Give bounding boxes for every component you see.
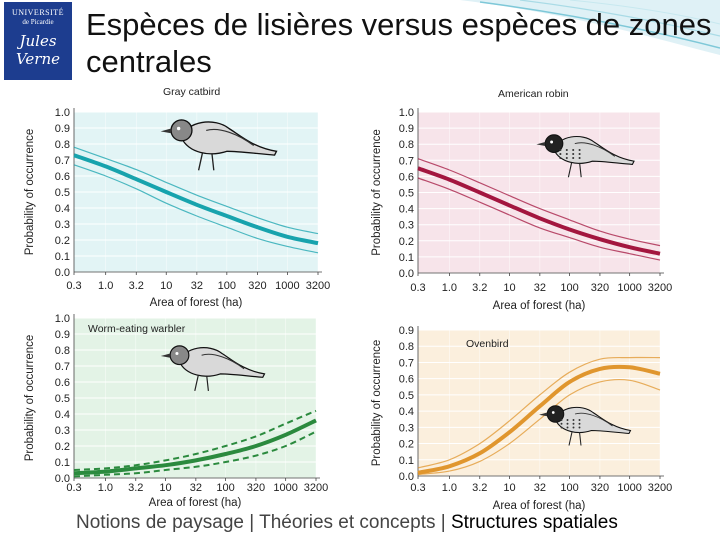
bird-spot (573, 419, 575, 421)
bird-spot (572, 153, 574, 155)
bird-spot (579, 153, 581, 155)
x-tick-label: 10 (160, 280, 173, 292)
bird-eye (552, 411, 555, 414)
bird-eye (177, 127, 180, 130)
y-axis-label: Probability of occurrence (24, 334, 36, 462)
x-tick-label: 1000 (275, 280, 300, 292)
y-tick-label: 0.0 (54, 267, 70, 279)
x-tick-label: 0.3 (410, 282, 426, 294)
x-tick-label: 0.3 (66, 280, 82, 292)
chart-panel (24, 313, 328, 509)
x-tick-label: 1.0 (441, 282, 458, 294)
y-tick-label: 0.9 (54, 123, 70, 135)
logo-line-2: de Picardie (22, 18, 54, 26)
y-tick-label: 0.6 (54, 171, 70, 183)
y-tick-label: 0.8 (54, 345, 70, 357)
y-tick-label: 0.8 (54, 139, 70, 151)
y-tick-label: 0.4 (54, 409, 70, 421)
y-tick-label: 0.3 (398, 219, 414, 232)
chart-title: Ovenbird (466, 338, 509, 350)
x-tick-label: 1000 (273, 482, 298, 494)
chart-panel (24, 86, 330, 309)
y-tick-label: 1.0 (54, 107, 70, 119)
x-tick-label: 3.2 (472, 482, 488, 494)
x-tick-label: 1.0 (98, 280, 114, 292)
bird-spot (559, 149, 561, 151)
chart-title: Worm-eating warbler (88, 323, 186, 335)
bird-spot (579, 423, 581, 425)
bird-spot (573, 423, 575, 425)
x-tick-label: 100 (560, 482, 579, 494)
y-axis-label: Probability of occurrence (24, 128, 36, 256)
x-axis-label: Area of forest (ha) (492, 500, 586, 512)
y-tick-label: 0.8 (398, 139, 414, 152)
bird-spot (579, 157, 581, 159)
bird-spot (566, 149, 568, 151)
bird-head (171, 120, 192, 141)
x-tick-label: 100 (216, 482, 235, 494)
y-tick-label: 0.4 (398, 406, 414, 419)
chart-title: Gray catbird (163, 86, 221, 98)
bird-spot (579, 419, 581, 421)
y-tick-label: 0.7 (398, 155, 414, 168)
x-tick-label: 320 (246, 482, 266, 494)
footer (76, 512, 618, 534)
footer-highlight: Structures spatiales (450, 512, 618, 533)
y-tick-label: 0.6 (398, 373, 414, 386)
chart-panel (371, 88, 672, 312)
y-tick-label: 0.9 (54, 329, 70, 341)
x-tick-label: 3.2 (472, 282, 488, 294)
y-tick-label: 0.0 (54, 473, 70, 485)
x-tick-label: 32 (533, 282, 546, 294)
x-tick-label: 100 (560, 282, 579, 294)
y-tick-label: 0.7 (398, 357, 414, 370)
x-tick-label: 10 (503, 482, 516, 494)
y-tick-label: 0.4 (54, 203, 70, 215)
y-tick-label: 0.5 (398, 389, 414, 402)
y-tick-label: 0.5 (54, 187, 70, 199)
y-tick-label: 0.2 (54, 235, 70, 247)
y-tick-label: 0.6 (398, 171, 414, 184)
y-tick-label: 0.3 (54, 425, 70, 437)
x-tick-label: 10 (503, 282, 516, 294)
y-axis-label: Probability of occurrence (371, 129, 383, 256)
chart-title: American robin (498, 88, 569, 100)
bird-spot (579, 149, 581, 151)
x-tick-label: 100 (217, 280, 237, 292)
x-tick-label: 320 (590, 482, 610, 494)
y-axis-label: Probability of occurrence (371, 339, 383, 467)
y-tick-label: 0.2 (54, 441, 70, 453)
x-tick-label: 0.3 (410, 482, 426, 494)
y-tick-label: 0.9 (398, 123, 414, 136)
x-tick-label: 32 (190, 280, 203, 292)
x-tick-label: 1000 (617, 482, 642, 494)
bird-spot (567, 419, 569, 421)
bird-spot (561, 427, 563, 429)
y-tick-label: 1.0 (398, 107, 414, 119)
y-tick-label: 0.8 (398, 341, 414, 354)
x-tick-label: 32 (533, 482, 546, 494)
plot-area (418, 330, 660, 476)
bird-spot (572, 157, 574, 159)
x-tick-label: 3200 (305, 280, 331, 292)
bird-spot (559, 157, 561, 159)
x-tick-label: 3.2 (128, 482, 144, 494)
bird-spot (573, 427, 575, 429)
bird-eye (550, 141, 553, 144)
bird-eye (175, 352, 178, 355)
x-tick-label: 3200 (647, 482, 673, 494)
bird-spot (561, 423, 563, 425)
bird-spot (567, 423, 569, 425)
y-tick-label: 0.4 (398, 203, 414, 216)
x-tick-label: 32 (189, 482, 202, 494)
x-tick-label: 1.0 (97, 482, 114, 494)
y-tick-label: 0.3 (398, 422, 414, 435)
x-tick-label: 1.0 (441, 482, 458, 494)
y-tick-label: 0.2 (398, 438, 414, 451)
y-tick-label: 0.3 (54, 219, 70, 231)
page-title: Espèces de lisières versus espèces de zones centrales (86, 7, 712, 79)
bird-spot (579, 427, 581, 429)
footer-text: Notions de paysage | Théories et concepts | (76, 512, 451, 533)
x-tick-label: 320 (590, 282, 610, 294)
bird-spot (572, 149, 574, 151)
logo-line-1: UNIVERSITÉ (11, 8, 65, 17)
y-tick-label: 0.1 (398, 454, 414, 467)
y-tick-label: 0.0 (398, 471, 414, 483)
bird-spot (566, 157, 568, 159)
x-tick-label: 3200 (647, 282, 673, 294)
x-axis-label: Area of forest (ha) (148, 497, 242, 509)
y-tick-label: 0.0 (398, 268, 414, 280)
x-tick-label: 3.2 (128, 280, 144, 292)
y-tick-label: 0.7 (54, 155, 70, 167)
bird-head (170, 346, 189, 365)
y-tick-label: 0.5 (54, 393, 70, 405)
y-tick-label: 0.6 (54, 377, 70, 389)
y-tick-label: 0.5 (398, 187, 414, 200)
y-tick-label: 0.2 (398, 235, 414, 248)
x-axis-label: Area of forest (ha) (149, 297, 243, 309)
x-axis-label: Area of forest (ha) (492, 300, 586, 312)
bird-spot (561, 419, 563, 421)
x-tick-label: 0.3 (66, 482, 82, 494)
logo-signature: Jules Verne (15, 32, 61, 68)
y-tick-label: 0.7 (54, 361, 70, 373)
y-tick-label: 0.1 (54, 457, 70, 469)
y-tick-label: 1.0 (54, 313, 70, 325)
x-tick-label: 3200 (303, 482, 329, 494)
bird-spot (559, 153, 561, 155)
bird-spot (567, 427, 569, 429)
x-tick-label: 10 (159, 482, 172, 494)
bird-spot (566, 153, 568, 155)
y-tick-label: 0.9 (398, 325, 414, 337)
y-tick-label: 0.1 (54, 251, 70, 263)
x-tick-label: 320 (248, 280, 267, 292)
chart-panel (371, 325, 672, 512)
x-tick-label: 1000 (617, 282, 642, 294)
y-tick-label: 0.1 (398, 251, 414, 264)
